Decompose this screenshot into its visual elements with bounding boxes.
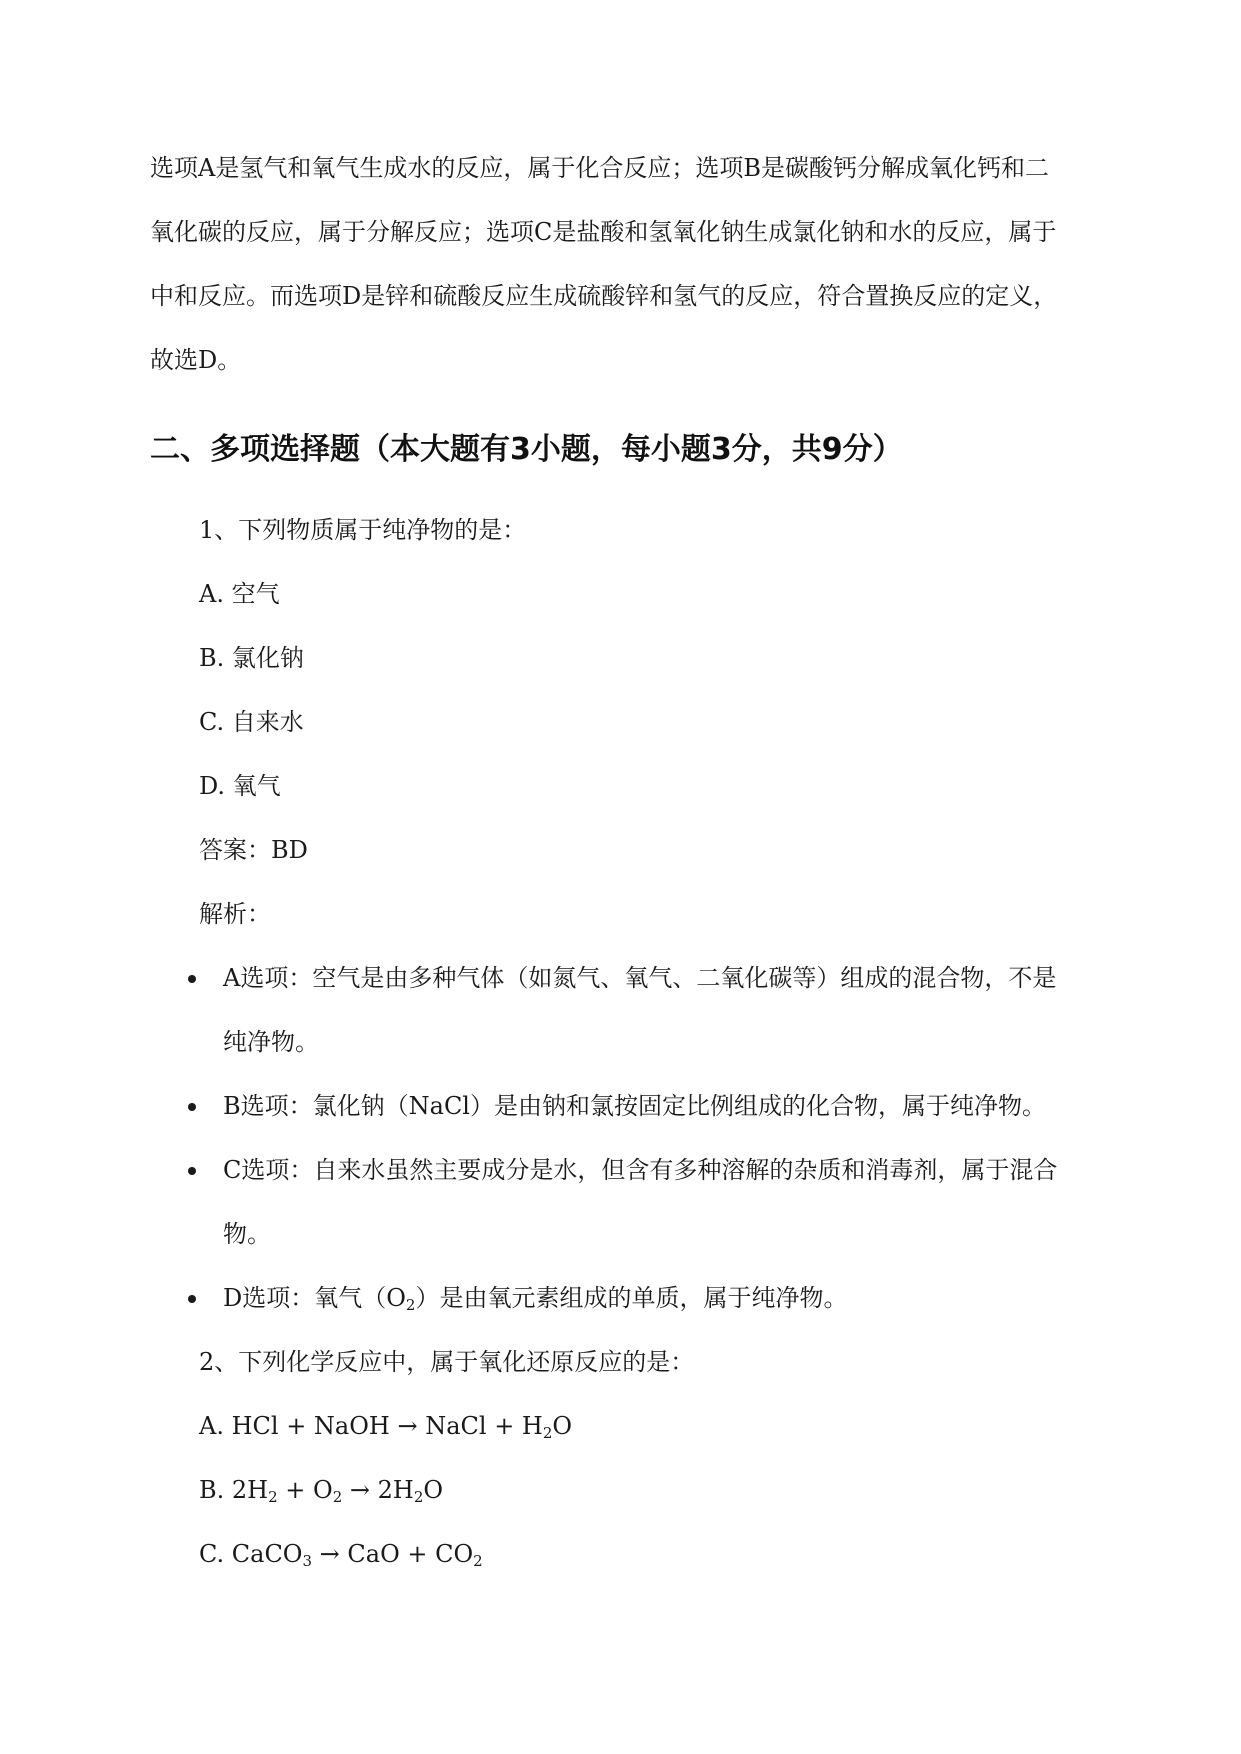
section-heading: 二、多项选择题（本大题有3小题，每小题3分，共9分）	[150, 432, 903, 467]
q1-stem: 1、下列物质属于纯净物的是：	[199, 516, 527, 544]
q1-analysis-a-line-2: 纯净物。	[223, 1028, 319, 1056]
q1-analysis-label: 解析：	[199, 900, 271, 928]
q1-analysis-c-line-2: 物。	[223, 1220, 271, 1248]
q1-analysis-b: B选项：氯化钠（NaCl）是由钠和氯按固定比例组成的化合物，属于纯净物。	[223, 1092, 1046, 1120]
bullet-dot-d	[188, 1295, 196, 1303]
q1-option-d: D. 氧气	[199, 772, 281, 800]
bullet-dot-a	[188, 975, 196, 983]
explanation-line-1: 选项A是氢气和氧气生成水的反应，属于化合反应；选项B是碳酸钙分解成氧化钙和二	[150, 154, 1049, 182]
q1-option-b: B. 氯化钠	[199, 644, 304, 672]
q2-stem: 2、下列化学反应中，属于氧化还原反应的是：	[199, 1348, 695, 1376]
q2-option-c: C. CaCO$_3$ → CaO + $CO_2$	[199, 1540, 483, 1570]
q1-analysis-c-line-1: C选项：自来水虽然主要成分是水，但含有多种溶解的杂质和消毒剂，属于混合	[223, 1156, 1058, 1184]
bullet-dot-c	[188, 1167, 196, 1175]
q1-analysis-d: D选项：氧气$(O_2)$是由氧元素组成的单质，属于纯净物。	[223, 1284, 848, 1314]
q1-answer: 答案：BD	[199, 836, 308, 864]
q2-option-b: B. $2H_2 + O_2 \to 2H_2O$	[199, 1476, 444, 1506]
q1-option-a: A. 空气	[199, 580, 280, 608]
explanation-line-2: 氧化碳的反应，属于分解反应；选项C是盐酸和氢氧化钠生成氯化钠和水的反应，属于	[150, 218, 1057, 246]
explanation-line-4: 故选D。	[150, 346, 242, 374]
q2-option-a: A. HCl + NaOH → NaCl + $H_2O$	[199, 1412, 573, 1442]
q1-analysis-a-line-1: A选项：空气是由多种气体（如氮气、氧气、二氧化碳等）组成的混合物，不是	[223, 964, 1057, 992]
q1-option-c: C. 自来水	[199, 708, 304, 736]
explanation-line-3: 中和反应。而选项D是锌和硫酸反应生成硫酸锌和氢气的反应，符合置换反应的定义，	[150, 282, 1058, 310]
bullet-dot-b	[188, 1103, 196, 1111]
